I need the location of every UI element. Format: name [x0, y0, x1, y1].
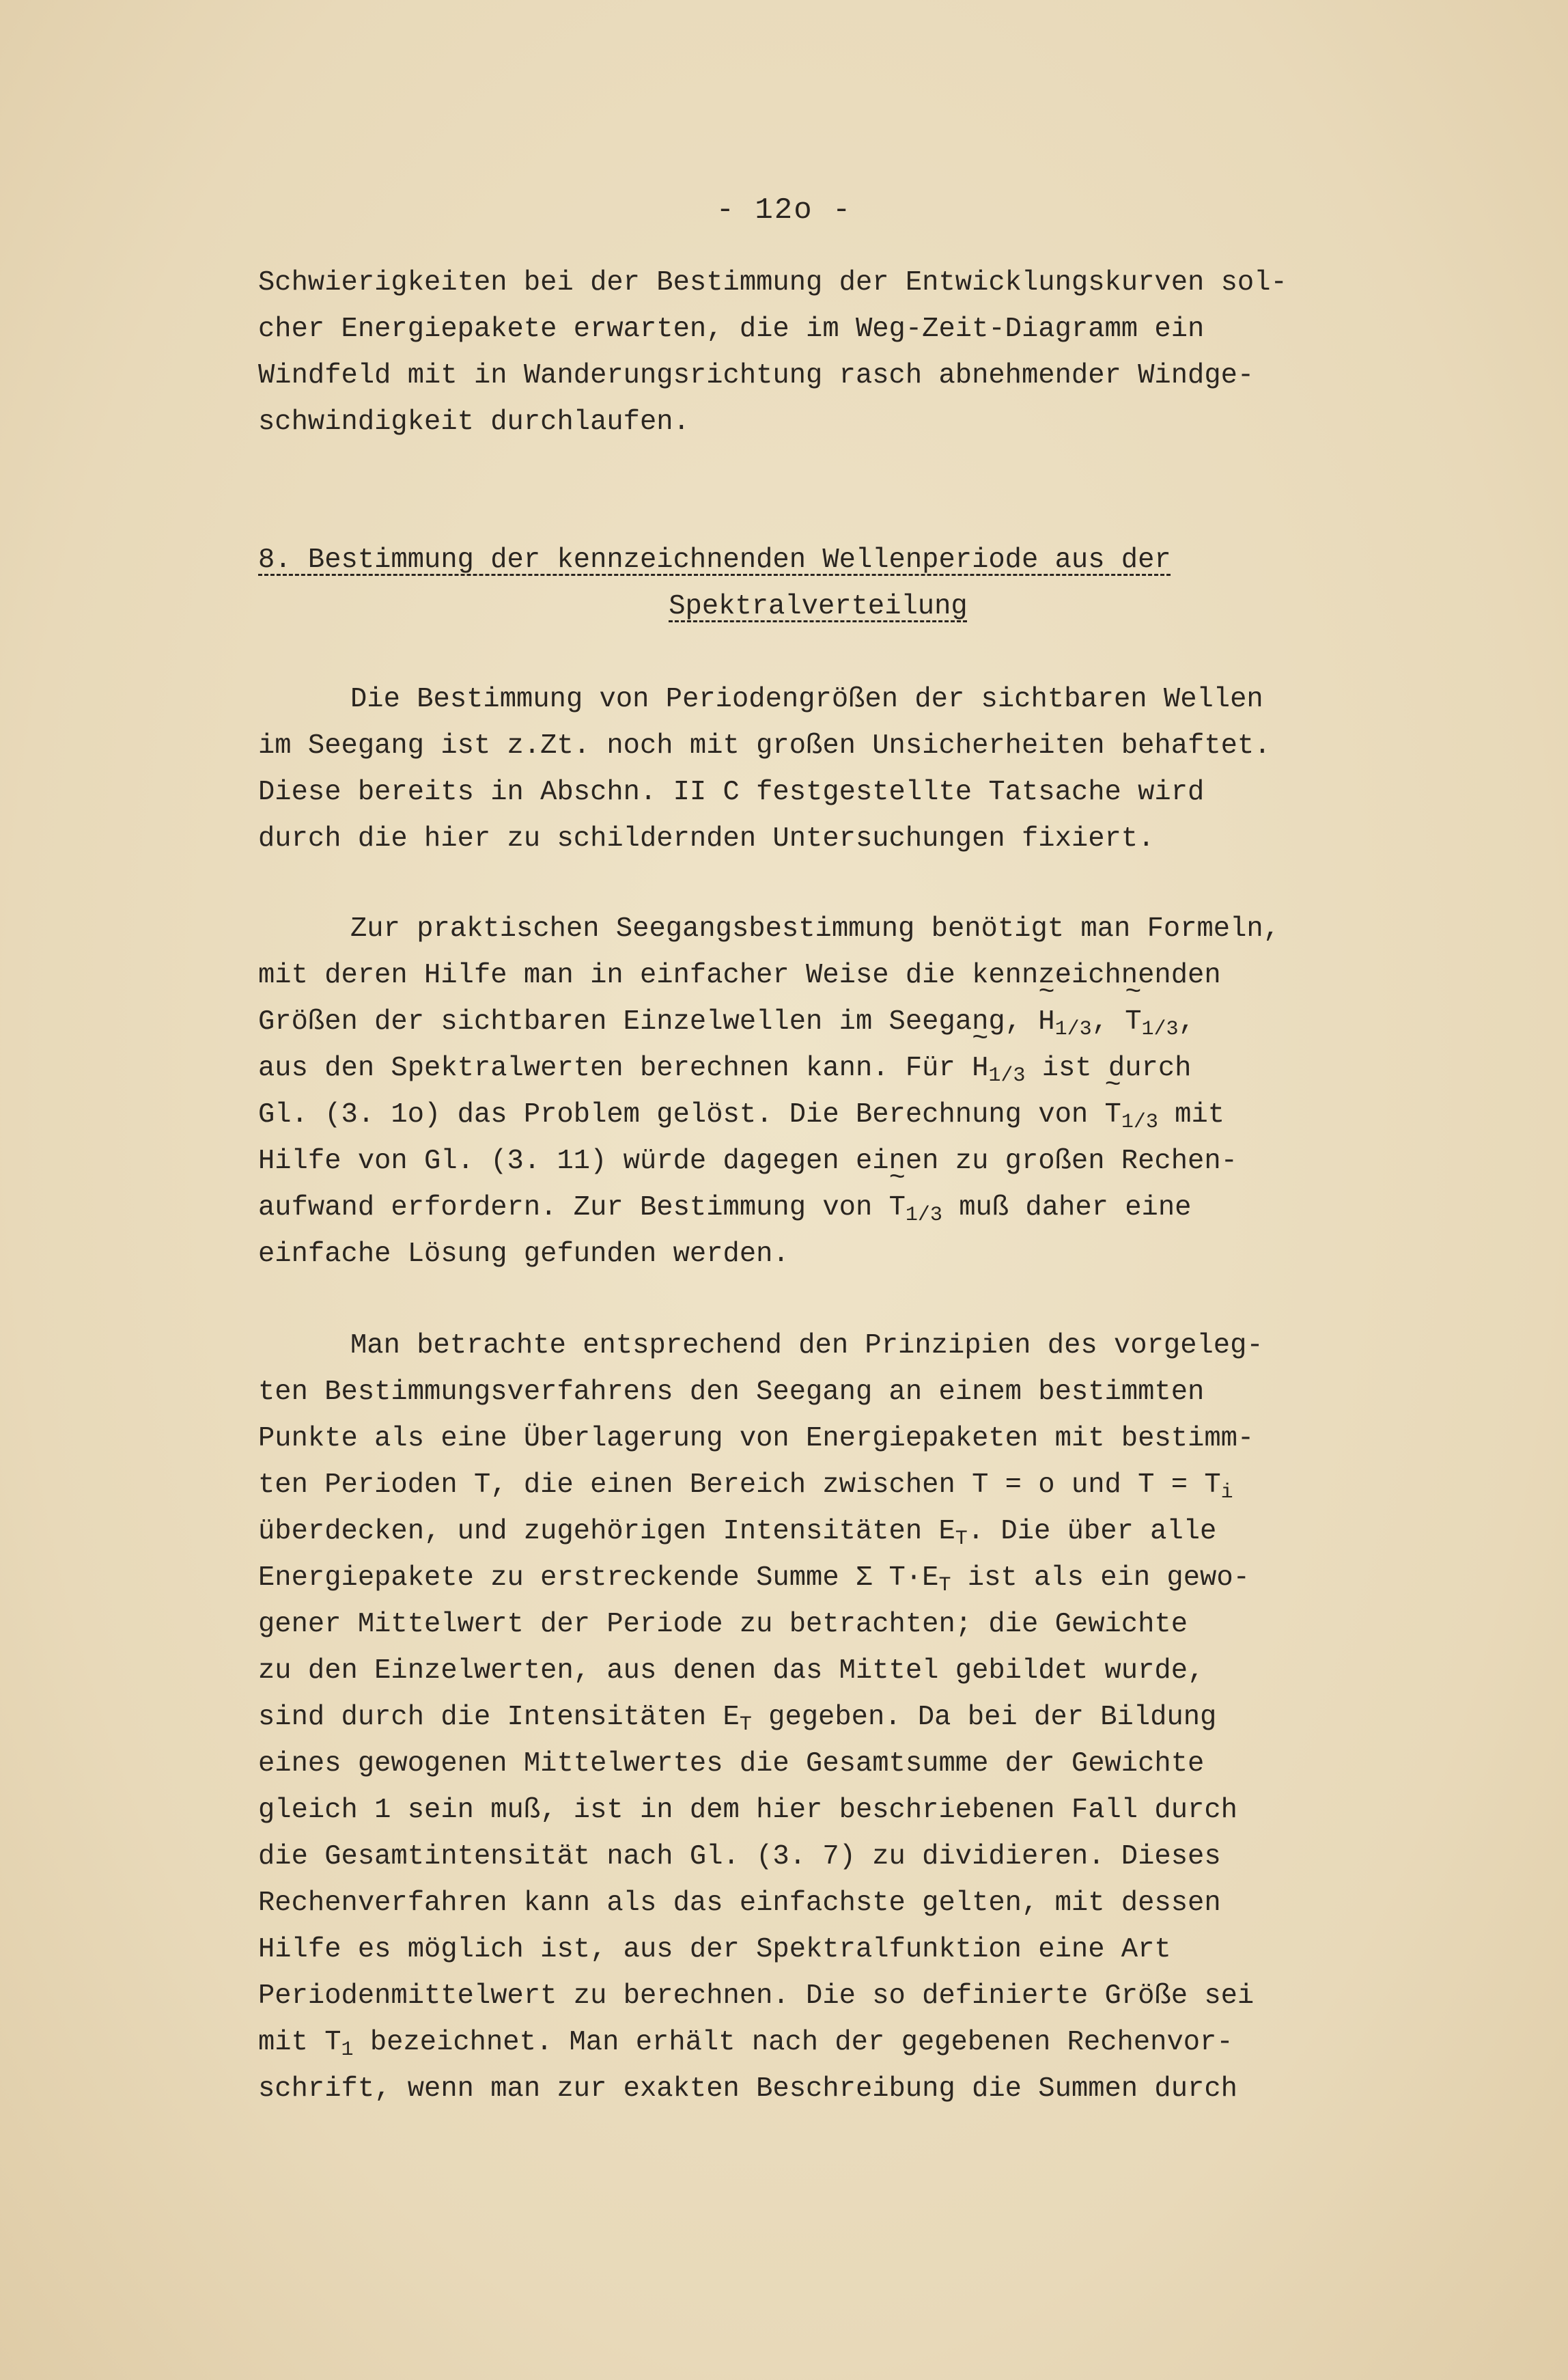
paragraph-3	[258, 906, 1378, 1277]
text-line: durch die hier zu schildernden Untersuchungen fixiert.	[258, 823, 1155, 855]
tilde-t-symbol: ~ T	[1125, 999, 1141, 1045]
paragraph-4	[258, 1323, 1378, 2112]
text-line: einfache Lösung gefunden werden.	[258, 1239, 789, 1270]
section-heading-line-1: 8. Bestimmung der kennzeichnenden Wellenperiode aus der	[258, 544, 1171, 576]
text-line: eines gewogenen Mittelwertes die Gesamtsumme der Gewichte	[258, 1748, 1205, 1780]
text-line: aufwand erfordern. Zur Bestimmung von ~ $T_{1/3}$ muß daher eine	[258, 1185, 1378, 1231]
text-line: Gl. (3. 1o) das Problem gelöst. Die Berechnung von ~ $T_{1/3}$ mit	[258, 1092, 1378, 1138]
text-line: Punkte als eine Überlagerung von Energiepaketen mit bestimm-	[258, 1423, 1255, 1454]
text-line: Hilfe es möglich ist, aus der Spektralfunktion eine Art	[258, 1934, 1171, 1965]
section-heading	[258, 537, 1378, 630]
text-line: mit deren Hilfe man in einfacher Weise die kennzeichnenden	[258, 960, 1221, 991]
text-line: Zur praktischen Seegangsbestimmung benötigt man Formeln,	[350, 913, 1280, 945]
text-line: Energiepakete zu erstreckende Summe Σ $T\cdot E_T$ ist als ein gewo-	[258, 1562, 1250, 1597]
text-line: ten Bestimmungsverfahrens den Seegang an einem bestimmten	[258, 1376, 1205, 1408]
tilde-h-symbol: ~ H	[972, 1045, 988, 1092]
text-line: aus den Spektralwerten berechnen kann. Für ~ $H_{1/3}$ ist durch	[258, 1045, 1378, 1092]
text-line: sind durch die Intensitäten $E_T$ gegeben. Da bei der Bildung	[258, 1702, 1217, 1736]
text-line: im Seegang ist z.Zt. noch mit großen Unsicherheiten behaftet.	[258, 730, 1271, 762]
tilde-h-symbol: ~ H	[1038, 999, 1054, 1045]
text-line: Größen der sichtbaren Einzelwellen im Seegang, ~ $H_{1/3}$, ~ $T_{1/3}$,	[258, 999, 1378, 1045]
paragraph-1	[258, 260, 1378, 445]
page-number: - 12o -	[716, 193, 852, 227]
section-heading-line-2: Spektralverteilung	[669, 591, 968, 622]
text-line: ten Perioden T, die einen Bereich zwischen T = o und $T = T_i$	[258, 1469, 1233, 1504]
text-line: die Gesamtintensität nach Gl. (3. 7) zu dividieren. Dieses	[258, 1841, 1221, 1872]
text-line: Diese bereits in Abschn. II C festgestellte Tatsache wird	[258, 777, 1205, 808]
text-line: gleich 1 sein muß, ist in dem hier beschriebenen Fall durch	[258, 1795, 1237, 1826]
tilde-t-symbol: ~ T	[889, 1185, 906, 1231]
text-line: schwindigkeit durchlaufen.	[258, 406, 690, 438]
text-line: Periodenmittelwert zu berechnen. Die so definierte Größe sei	[258, 1980, 1255, 2012]
text-line: Rechenverfahren kann als das einfachste gelten, mit dessen	[258, 1887, 1221, 1919]
text-line: Schwierigkeiten bei der Bestimmung der Entwicklungskurven sol-	[258, 267, 1287, 299]
text-line: schrift, wenn man zur exakten Beschreibung die Summen durch	[258, 2073, 1237, 2105]
text-line: Hilfe von Gl. (3. 11) würde dagegen einen zu großen Rechen-	[258, 1146, 1237, 1177]
text-line: zu den Einzelwerten, aus denen das Mittel gebildet wurde,	[258, 1655, 1205, 1687]
text-line: Windfeld mit in Wanderungsrichtung rasch abnehmender Windge-	[258, 360, 1255, 391]
text-line: cher Energiepakete erwarten, die im Weg-Zeit-Diagramm ein	[258, 314, 1205, 345]
text-line: gener Mittelwert der Periode zu betrachten; die Gewichte	[258, 1609, 1188, 1640]
text-line: mit $T_1$ bezeichnet. Man erhält nach der gegebenen Rechenvor-	[258, 2027, 1233, 2062]
text-line: Man betrachte entsprechend den Prinzipien des vorgeleg-	[350, 1330, 1263, 1361]
text-line: überdecken, und zugehörigen Intensitäten $E_T$. Die über alle	[258, 1516, 1217, 1551]
tilde-t-symbol: ~ T	[1105, 1092, 1121, 1138]
paragraph-2	[258, 676, 1378, 862]
text-line: Die Bestimmung von Periodengrößen der sichtbaren Wellen	[350, 684, 1263, 715]
